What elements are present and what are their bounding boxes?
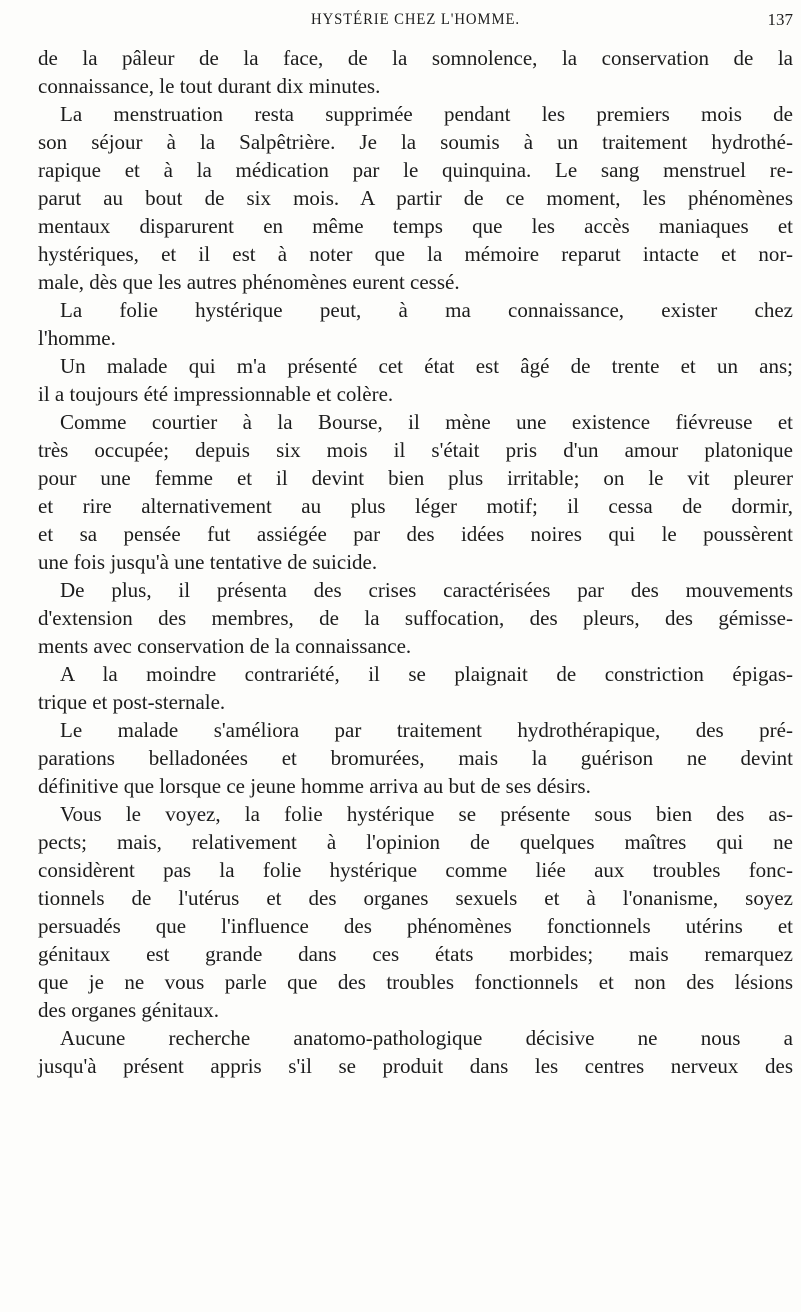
text-line: considèrent pas la folie hystérique comme liée aux troubles fonc- bbox=[38, 858, 793, 882]
page-number: 137 bbox=[767, 10, 793, 29]
text-line: connaissance, le tout durant dix minutes. bbox=[38, 74, 381, 98]
text-line: pects; mais, relativement à l'opinion de quelques maîtres qui ne bbox=[38, 830, 793, 854]
text-line: persuadés que l'influence des phénomènes fonctionnels utérins et bbox=[38, 914, 793, 938]
text-line: male, dès que les autres phénomènes eurent cessé. bbox=[38, 270, 460, 294]
text-line: La folie hystérique peut, à ma connaissance, exister chez bbox=[60, 298, 793, 322]
text-line: rapique et à la médication par le quinquina. Le sang menstruel re- bbox=[38, 158, 793, 182]
running-title: HYSTÉRIE CHEZ L'HOMME. bbox=[311, 11, 520, 28]
text-line: Vous le voyez, la folie hystérique se présente sous bien des as- bbox=[60, 802, 793, 826]
text-line: hystériques, et il est à noter que la mémoire reparut intacte et nor- bbox=[38, 242, 793, 266]
text-line: une fois jusqu'à une tentative de suicide. bbox=[38, 550, 378, 574]
text-line: A la moindre contrariété, il se plaignait de constriction épigas- bbox=[60, 662, 793, 686]
text-line: génitaux est grande dans ces états morbides; mais remarquez bbox=[38, 942, 793, 966]
text-line: parations belladonées et bromurées, mais la guérison ne devint bbox=[38, 746, 793, 770]
text-line: que je ne vous parle que des troubles fonctionnels et non des lésions bbox=[38, 970, 793, 994]
text-line: l'homme. bbox=[38, 326, 116, 350]
text-line: De plus, il présenta des crises caractérisées par des mouvements bbox=[60, 578, 793, 602]
text-line: et rire alternativement au plus léger motif; il cessa de dormir, bbox=[38, 494, 793, 518]
text-line: de la pâleur de la face, de la somnolence, la conservation de la bbox=[38, 46, 793, 70]
text-line: son séjour à la Salpêtrière. Je la soumis à un traitement hydrothé- bbox=[38, 130, 793, 154]
text-line: et sa pensée fut assiégée par des idées noires qui le poussèrent bbox=[38, 522, 793, 546]
text-line: mentaux disparurent en même temps que les accès maniaques et bbox=[38, 214, 793, 238]
text-line: il a toujours été impressionnable et colère. bbox=[38, 382, 394, 406]
text-line: Comme courtier à la Bourse, il mène une existence fiévreuse et bbox=[60, 410, 793, 434]
text-line: La menstruation resta supprimée pendant les premiers mois de bbox=[60, 102, 793, 126]
text-line: Un malade qui m'a présenté cet état est âgé de trente et un ans; bbox=[60, 354, 793, 378]
text-line: très occupée; depuis six mois il s'était pris d'un amour platonique bbox=[38, 438, 793, 462]
text-line: trique et post-sternale. bbox=[38, 690, 226, 714]
text-line: Le malade s'améliora par traitement hydrothérapique, des pré- bbox=[60, 718, 793, 742]
text-line: Aucune recherche anatomo-pathologique décisive ne nous a bbox=[60, 1026, 793, 1050]
text-line: tionnels de l'utérus et des organes sexuels et à l'onanisme, soyez bbox=[38, 886, 793, 910]
text-line: des organes génitaux. bbox=[38, 998, 219, 1022]
running-head bbox=[38, 6, 793, 36]
text-line: ments avec conservation de la connaissance. bbox=[38, 634, 412, 658]
text-line: définitive que lorsque ce jeune homme arriva au but de ses désirs. bbox=[38, 774, 591, 798]
body-text bbox=[38, 44, 793, 1080]
text-line: d'extension des membres, de la suffocation, des pleurs, des gémisse- bbox=[38, 606, 793, 630]
text-line: parut au bout de six mois. A partir de ce moment, les phénomènes bbox=[38, 186, 793, 210]
text-line: jusqu'à présent appris s'il se produit dans les centres nerveux des bbox=[38, 1054, 793, 1078]
text-line: pour une femme et il devint bien plus irritable; on le vit pleurer bbox=[38, 466, 793, 490]
